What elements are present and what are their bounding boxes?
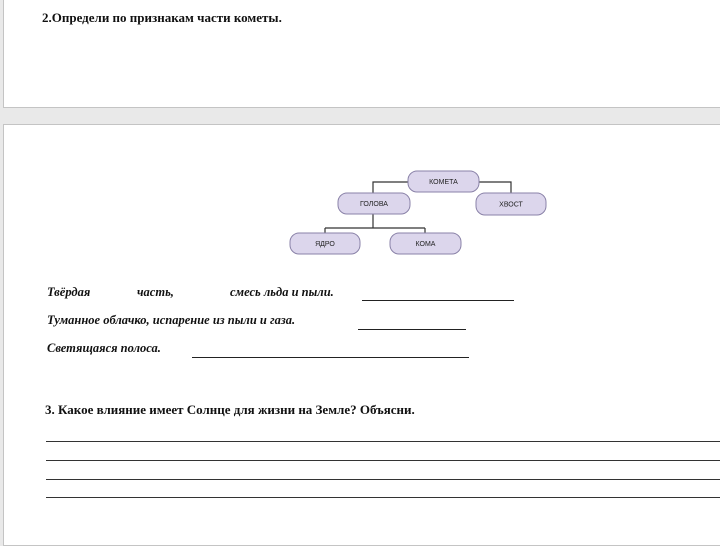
diagram-node-label: КОМА — [415, 241, 436, 248]
task3-title: 3. Какое влияние имеет Солнце для жизни на Земле? Объясни. — [45, 402, 415, 417]
diagram-node-nucleus — [290, 233, 360, 254]
clue-3-answer-blank[interactable] — [192, 357, 469, 358]
diagram-node-coma — [390, 233, 461, 254]
clue-1-word-2: часть, — [137, 285, 174, 299]
answer-line-2[interactable] — [46, 460, 720, 461]
answer-line-3[interactable] — [46, 479, 720, 480]
diagram-node-label: ЯДРО — [315, 241, 335, 248]
diagram-node-tail — [476, 193, 546, 215]
clue-2: Туманное облачко, испарение из пыли и газа. — [47, 313, 296, 327]
diagram-node-comet — [408, 171, 479, 192]
diagram-node-label: ГОЛОВА — [360, 201, 388, 208]
diagram-node-head — [338, 193, 410, 214]
task2-title: 2.Определи по признакам части кометы. — [42, 10, 282, 25]
clue-1-word-3: смесь льда и пыли. — [230, 285, 334, 299]
clue-2-answer-blank[interactable] — [358, 329, 466, 330]
diagram-node-label: КОМЕТА — [429, 179, 458, 186]
clue-3: Светящаяся полоса. — [47, 341, 161, 355]
diagram-node-label: ХВОСТ — [499, 201, 523, 209]
clue-1-word-1: Твёрдая — [47, 285, 91, 299]
clue-1-answer-blank[interactable] — [362, 300, 514, 301]
answer-line-1[interactable] — [46, 441, 720, 442]
answer-line-4[interactable] — [46, 497, 720, 498]
